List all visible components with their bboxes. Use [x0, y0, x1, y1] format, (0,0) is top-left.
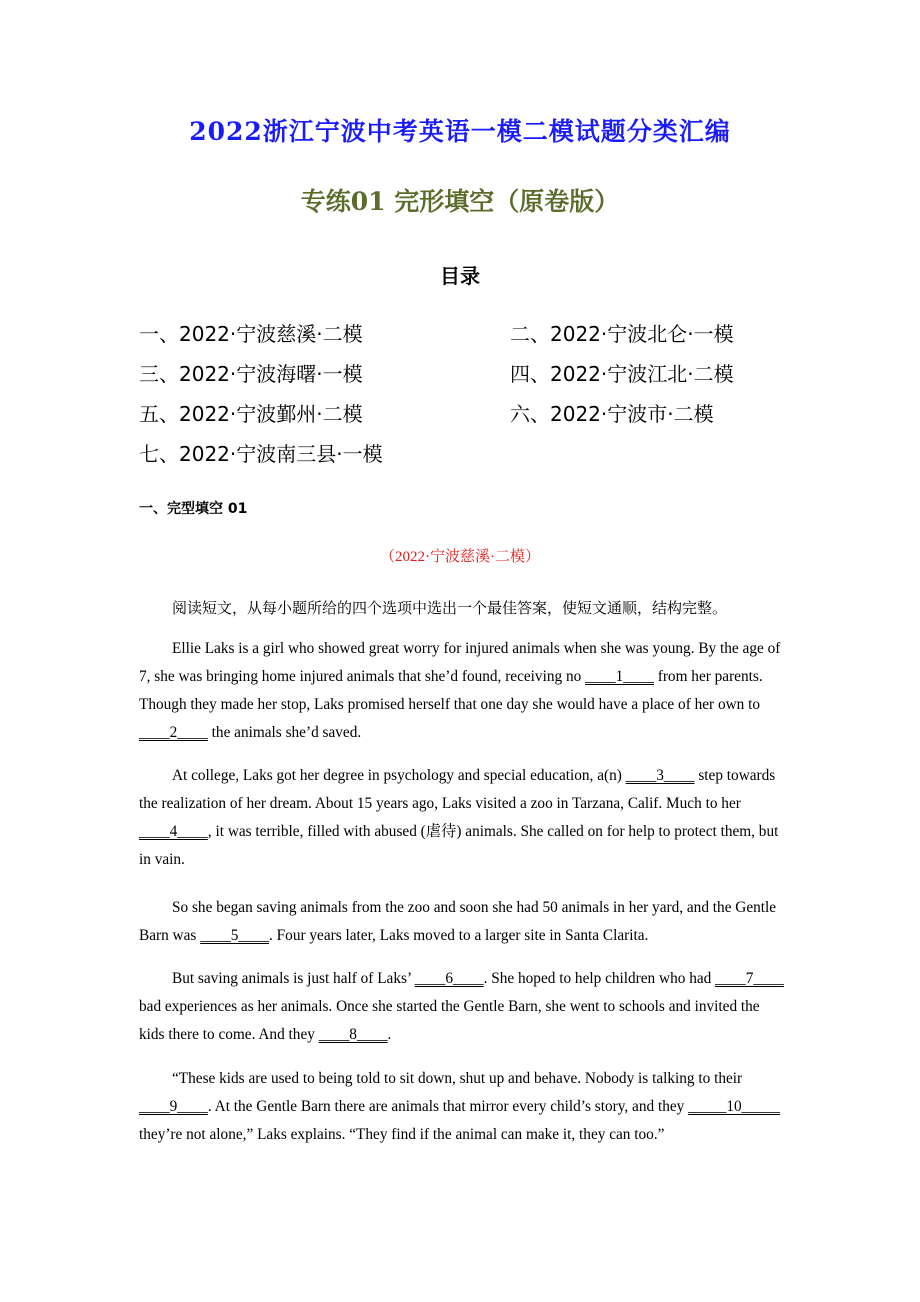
toc-heading: 目录 — [440, 264, 480, 288]
paragraph-text: bad experiences as her animals. Once she started the Gentle Barn, she went to schools and invited the kids there to come. And they — [139, 998, 760, 1043]
passage-paragraph-2 — [139, 762, 784, 874]
paragraph-text: . — [387, 1026, 392, 1043]
passage-paragraph-3 — [139, 894, 784, 950]
paragraph-text: step towards the realization of her dream. About 15 years ago, Laks visited a zoo in Tarzana, Calif. Much to her — [139, 767, 776, 812]
toc-item-3[interactable]: 三、2022·宁波海曙·一模 — [139, 362, 363, 386]
paragraph-text: the animals she’d saved. — [207, 724, 362, 741]
source-label: （2022·宁波慈溪·二模） — [380, 549, 540, 565]
passage-paragraph-5 — [139, 1065, 784, 1149]
paragraph-text: So she began saving animals from the zoo and soon she had 50 animals in her yard, and the Gentle Barn was — [139, 899, 777, 944]
blank-7: ____7____ — [715, 970, 784, 987]
paragraph-text: But saving animals is just half of Laks’ — [172, 970, 415, 987]
paragraph-text: At college, Laks got her degree in psychology and special education, a(n) — [172, 767, 626, 784]
paragraph-text: . She hoped to help children who had — [483, 970, 716, 987]
paragraph-text: Ellie Laks is a girl who showed great worry for injured animals when she was young. By the age of 7, she was bringing home injured animals that she’d found, receiving no — [139, 640, 781, 685]
document-subtitle: 专练01 完形填空（原卷版） — [300, 187, 620, 216]
blank-6: ____6____ — [414, 970, 484, 987]
blank-8: ____8____ — [318, 1026, 388, 1043]
paragraph-text: , it was terrible, filled with abused (虐待) animals. She called on for help to protect them, but in vain. — [139, 823, 779, 868]
passage-paragraph-1 — [139, 635, 784, 747]
toc-item-7[interactable]: 七、2022·宁波南三县·一模 — [139, 442, 383, 466]
paragraph-text: from her parents. Though they made her stop, Laks promised herself that one day she would have a place of her own to — [139, 668, 763, 713]
blank-5: ____5____ — [200, 927, 270, 944]
paragraph-text: they’re not alone,” Laks explains. “They find if the animal can make it, they can too.” — [139, 1126, 665, 1143]
toc-item-1[interactable]: 一、2022·宁波慈溪·二模 — [139, 322, 363, 346]
paragraph-text: . Four years later, Laks moved to a larger site in Santa Clarita. — [269, 927, 649, 944]
blank-10: _____10_____ — [688, 1098, 780, 1115]
toc-item-5[interactable]: 五、2022·宁波鄞州·二模 — [139, 402, 363, 426]
blank-3: ____3____ — [625, 767, 695, 784]
blank-2: ____2____ — [139, 724, 208, 741]
blank-1: ____1____ — [585, 668, 654, 685]
passage-paragraph-4 — [139, 965, 784, 1049]
toc-item-6[interactable]: 六、2022·宁波市·二模 — [510, 402, 714, 426]
section-heading: 一、完型填空 01 — [139, 501, 248, 517]
blank-4: ____4____ — [139, 823, 208, 840]
paragraph-text: . At the Gentle Barn there are animals that mirror every child’s story, and they — [207, 1098, 689, 1115]
paragraph-text: “These kids are used to being told to sit down, shut up and behave. Nobody is talking to their — [172, 1070, 743, 1087]
document-title: 2022浙江宁波中考英语一模二模试题分类汇编 — [189, 117, 731, 146]
toc-item-4[interactable]: 四、2022·宁波江北·二模 — [510, 362, 734, 386]
toc-item-2[interactable]: 二、2022·宁波北仑·一模 — [510, 322, 734, 346]
blank-9: ____9____ — [139, 1098, 208, 1115]
instruction-text: 阅读短文，从每小题所给的四个选项中选出一个最佳答案，使短文通顺，结构完整。 — [172, 599, 728, 617]
